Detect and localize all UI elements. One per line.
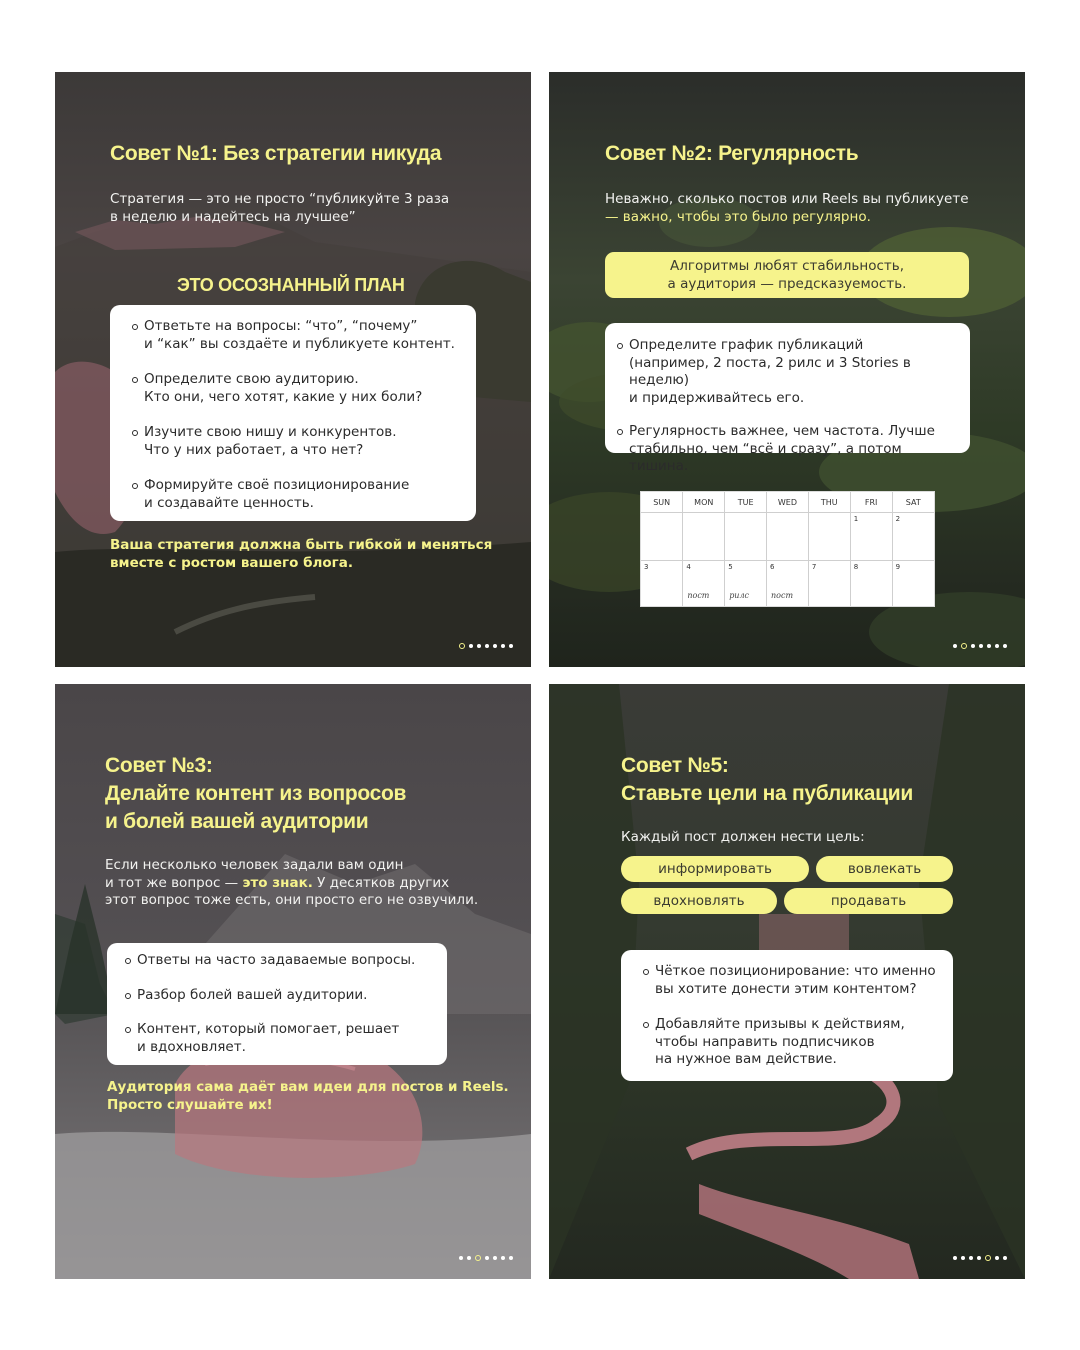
calendar-day-header: TUE <box>725 492 767 513</box>
pagination-dots <box>459 1255 513 1261</box>
calendar-date: 6 <box>770 562 775 571</box>
calendar-cell <box>767 560 809 606</box>
calendar-day-header: FRI <box>850 492 892 513</box>
calendar-widget <box>640 491 935 607</box>
pagination-dots <box>459 643 513 649</box>
pagination-dot <box>971 644 975 648</box>
calendar-grid <box>641 492 934 606</box>
calendar-cell <box>725 513 767 561</box>
calendar-cell: 9 <box>895 562 901 571</box>
list-item: Ответы на часто задаваемые вопросы. <box>123 952 433 970</box>
tips-box <box>605 323 970 474</box>
slide-intro: Каждый пост должен нести цель: <box>621 829 865 845</box>
pagination-dot <box>995 1256 999 1260</box>
tips-box <box>621 950 953 1081</box>
list-item: Определите график публикаций (например, 2 поста, 2 рилс и 3 Stories в неделю) и придерживайтесь его. <box>615 337 960 407</box>
list-item: Ответьте на вопросы: “что”, “почему” и “как” вы создаёте и публикуете контент. <box>130 318 460 353</box>
slide-intro <box>605 191 969 226</box>
list-item: Определите свою аудиторию. Кто они, чего хотят, какие у них боли? <box>130 371 460 406</box>
intro-text: Неважно, сколько постов или Reels вы публикуете <box>605 191 969 207</box>
pagination-dot <box>509 1256 513 1260</box>
pagination-dot-active <box>475 1255 481 1261</box>
calendar-cell <box>725 560 767 606</box>
calendar-cell <box>683 513 725 561</box>
calendar-cell: 3 <box>641 560 683 606</box>
slide-title: Совет №2: Регулярность <box>605 142 859 165</box>
calendar-note: пост <box>771 591 794 600</box>
slide-footer: Ваша стратегия должна быть гибкой и меняться вместе с ростом вашего блога. <box>110 537 493 571</box>
list-item: Регулярность важнее, чем частота. Лучше стабильно, чем “всё и сразу”, а потом тишина. <box>615 423 960 476</box>
slide-intro <box>105 857 478 910</box>
calendar-note: рилс <box>729 591 750 600</box>
pagination-dot <box>961 1256 965 1260</box>
calendar-day-header: THU <box>808 492 850 513</box>
intro-highlight: — важно, чтобы это было регулярно. <box>605 208 871 225</box>
calendar-cell <box>641 513 683 561</box>
highlight-banner: Алгоритмы любят стабильность, а аудитория — предсказуемость. <box>605 252 969 298</box>
pagination-dot <box>953 1256 957 1260</box>
calendar-cell <box>808 513 850 561</box>
calendar-cell <box>767 513 809 561</box>
calendar-day-header: MON <box>683 492 725 513</box>
slide-title: Совет №5: Ставьте цели на публикации <box>621 754 913 805</box>
slide-title: Совет №1: Без стратегии никуда <box>110 142 442 165</box>
calendar-cell <box>683 560 725 606</box>
slide-card-4 <box>549 684 1025 1279</box>
pagination-dot <box>977 1256 981 1260</box>
slide-footer: Аудитория сама даёт вам идеи для постов и Reels. Просто слушайте их! <box>107 1079 509 1113</box>
calendar-cell: 8 <box>850 560 892 606</box>
intro-text: У десятков других этот вопрос тоже есть, они просто его не озвучили. <box>105 874 479 908</box>
calendar-cell: 1 <box>850 513 892 561</box>
pagination-dot <box>467 1256 471 1260</box>
list-item: Добавляйте призывы к действиям, чтобы направить подписчиков на нужное вам действие. <box>641 1016 941 1069</box>
slide-card-2 <box>549 72 1025 667</box>
list-item: Формируйте своё позиционирование и создавайте ценность. <box>130 477 460 512</box>
calendar-date: 4 <box>686 562 691 571</box>
pagination-dot <box>969 1256 973 1260</box>
goal-pill-sell: продавать <box>784 888 953 914</box>
tips-box <box>110 305 476 521</box>
slide-title: Совет №3: Делайте контент из вопросов и болей вашей аудитории <box>105 754 407 833</box>
intro-text: Если несколько человек задали вам один и тот же вопрос — <box>105 857 404 891</box>
slide-card-1 <box>55 72 531 667</box>
pagination-dot <box>979 644 983 648</box>
goal-pill-inspire: вдохновлять <box>621 888 777 914</box>
pagination-dot <box>493 644 497 648</box>
pagination-dot <box>501 1256 505 1260</box>
calendar-cell: 7 <box>808 560 850 606</box>
slide-intro: Стратегия — это не просто “публикуйте 3 раза в неделю и надейтесь на лучшее” <box>110 191 450 225</box>
list-item: Изучите свою нишу и конкурентов. Что у них работает, а что нет? <box>130 424 460 459</box>
pagination-dot <box>469 644 473 648</box>
goal-pill-inform: информировать <box>621 856 809 882</box>
calendar-cell: 2 <box>892 513 934 561</box>
pagination-dot <box>501 644 505 648</box>
pagination-dots <box>953 643 1007 649</box>
pagination-dot <box>1003 644 1007 648</box>
pagination-dot-active <box>459 643 465 649</box>
list-item: Разбор болей вашей аудитории. <box>123 987 433 1005</box>
calendar-day-header: SUN <box>641 492 683 513</box>
pagination-dot-active <box>961 643 967 649</box>
pagination-dots <box>953 1255 1007 1261</box>
slide-card-3 <box>55 684 531 1279</box>
list-item: Чёткое позиционирование: что именно вы хотите донести этим контентом? <box>641 963 941 998</box>
slide-subtitle: ЭТО ОСОЗНАННЫЙ ПЛАН <box>177 275 405 295</box>
intro-highlight: это знак. <box>242 874 313 891</box>
pagination-dot-active <box>985 1255 991 1261</box>
pagination-dot <box>987 644 991 648</box>
pagination-dot <box>477 644 481 648</box>
pagination-dot <box>995 644 999 648</box>
calendar-note: пост <box>687 591 710 600</box>
pagination-dot <box>485 644 489 648</box>
pagination-dot <box>1003 1256 1007 1260</box>
pagination-dot <box>953 644 957 648</box>
tips-box <box>107 943 447 1065</box>
pagination-dot <box>459 1256 463 1260</box>
pagination-dot <box>493 1256 497 1260</box>
calendar-day-header: SAT <box>892 492 934 513</box>
goal-pill-engage: вовлекать <box>816 856 953 882</box>
calendar-date: 5 <box>728 562 733 571</box>
pagination-dot <box>509 644 513 648</box>
calendar-day-header: WED <box>767 492 809 513</box>
pagination-dot <box>485 1256 489 1260</box>
list-item: Контент, который помогает, решает и вдохновляет. <box>123 1021 433 1056</box>
